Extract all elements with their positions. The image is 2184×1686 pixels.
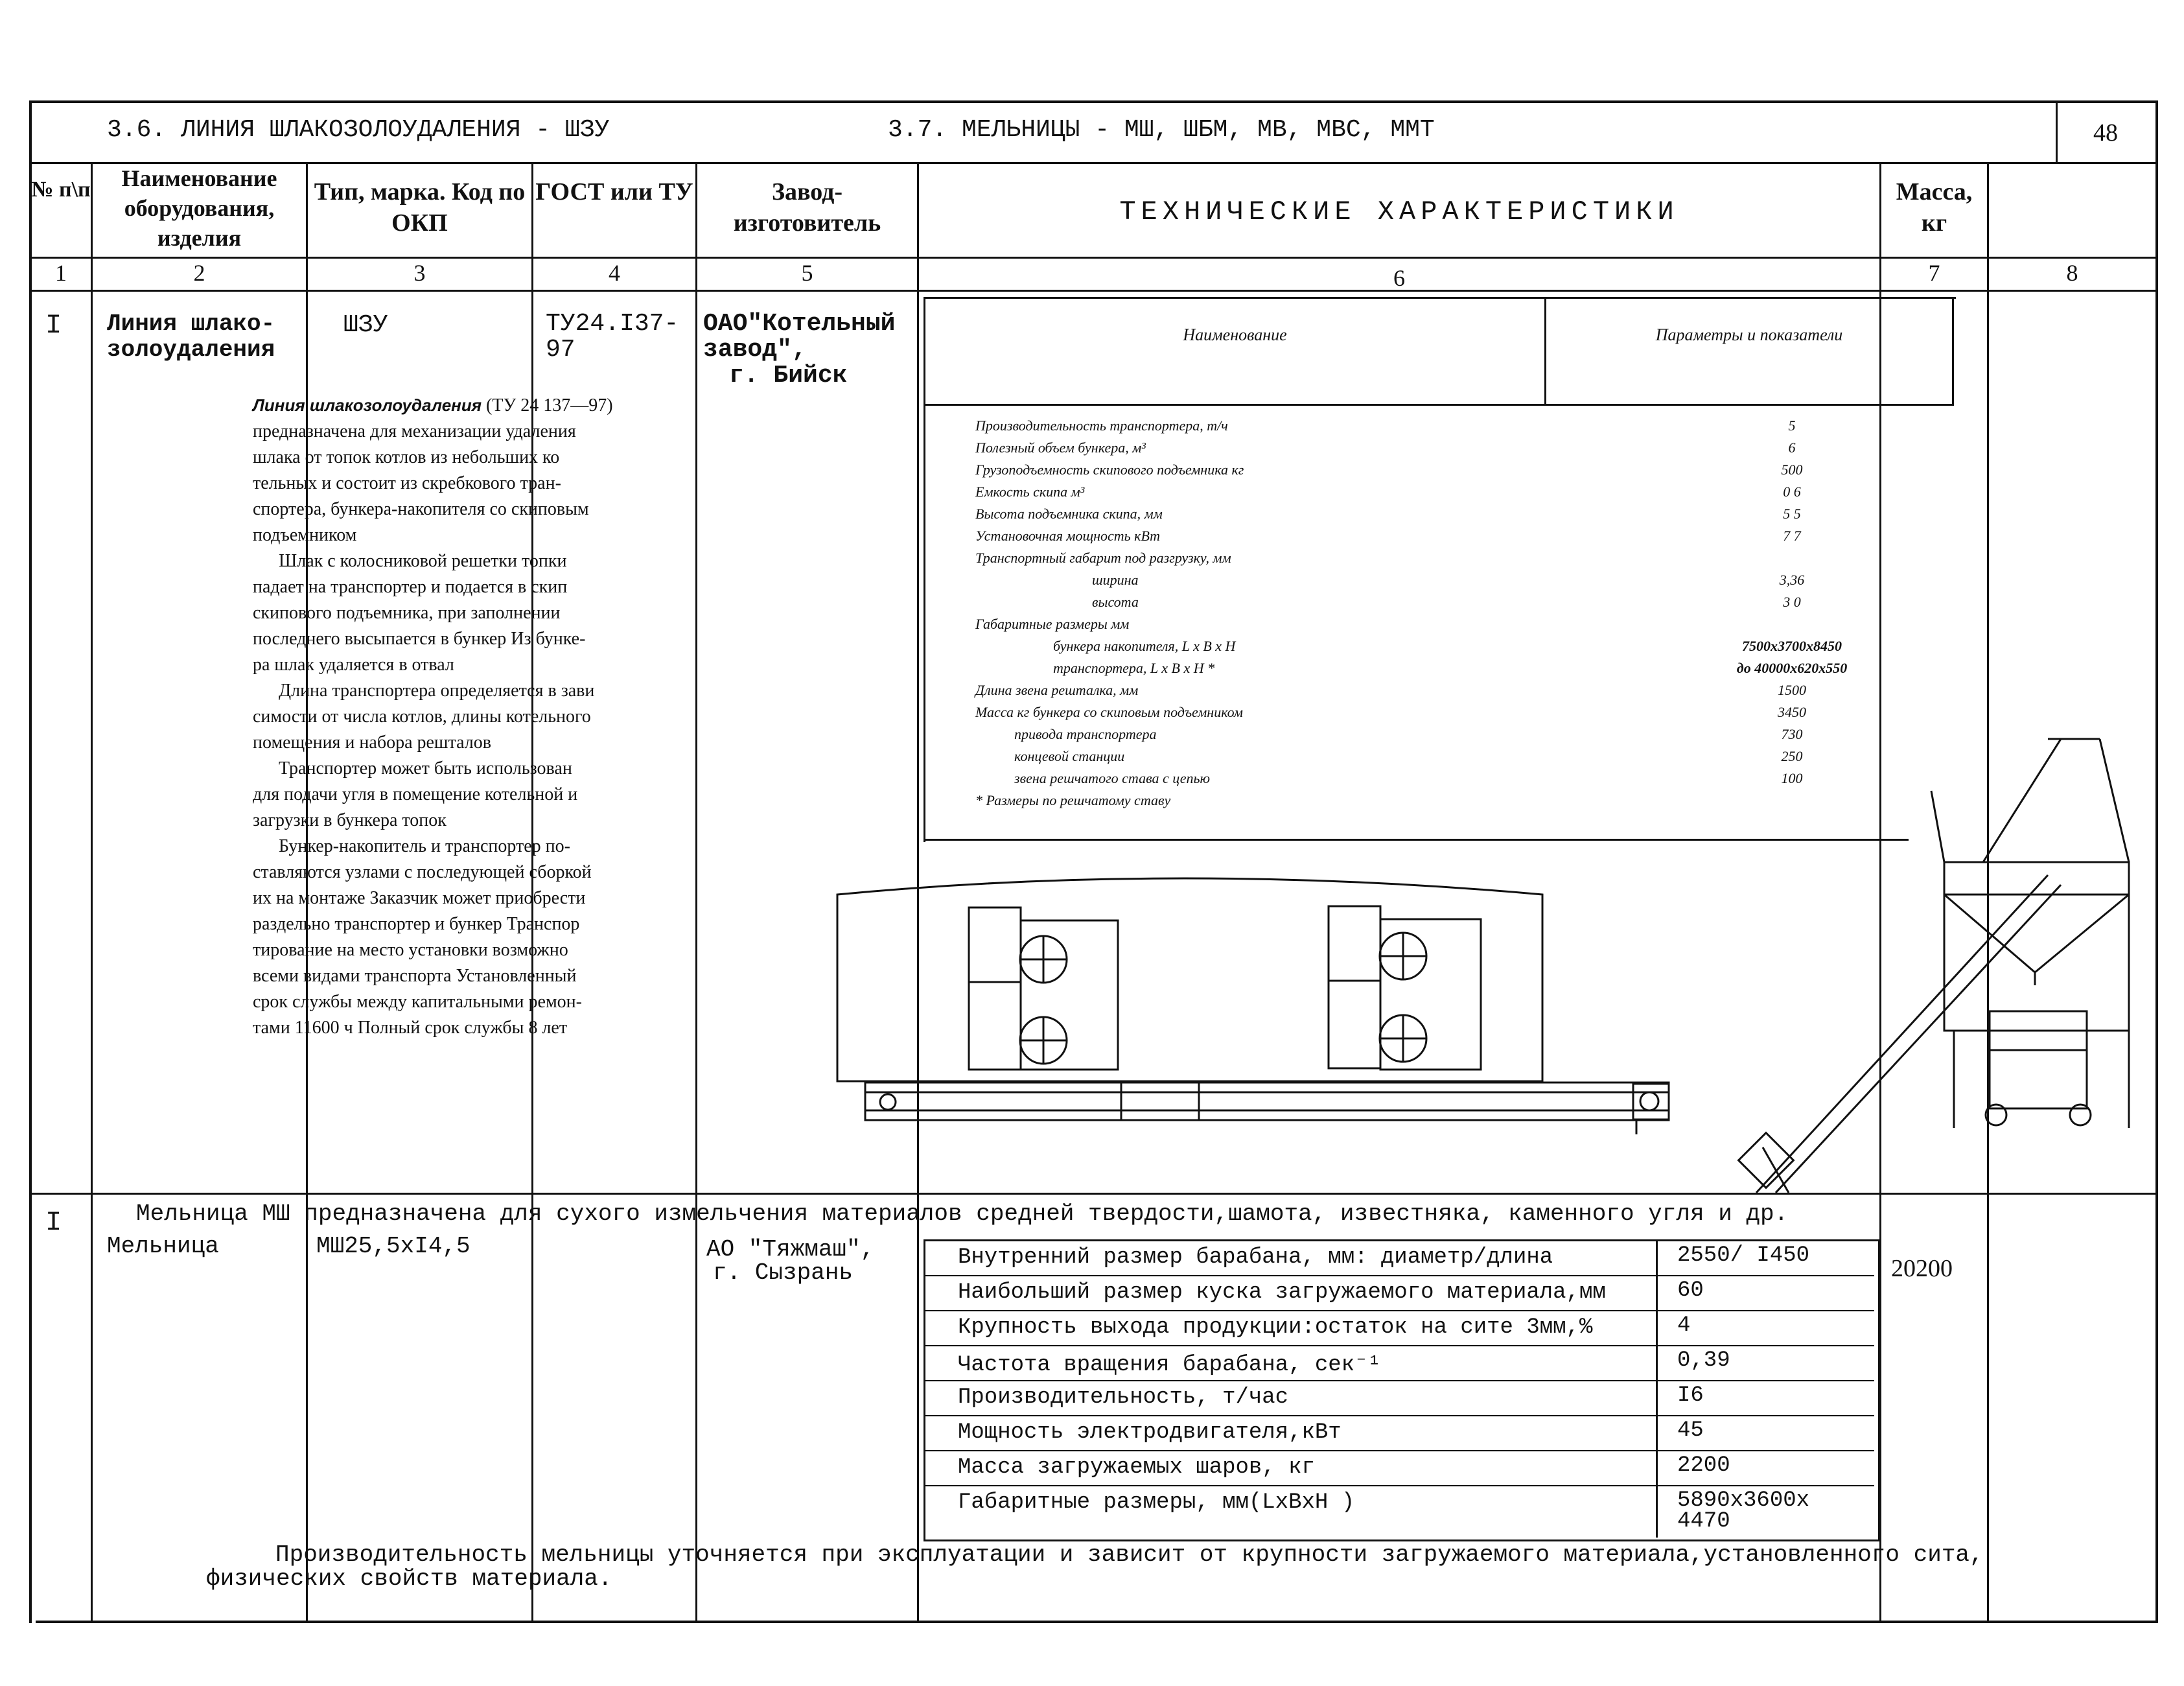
- row1-description-line: Транспортер может быть использован: [279, 758, 572, 779]
- row1-description-line: скипового подъемника, при заполнении: [253, 603, 561, 623]
- row1-description-line: их на монтаже Заказчик может приобрести: [253, 888, 586, 908]
- mill-spec-name: Частота вращения барабана, сек⁻¹: [958, 1353, 1381, 1377]
- spec-row-value: 7500x3700x8450: [1742, 638, 1842, 654]
- row1-description-line: для подачи угля в помещение котельной и: [253, 784, 578, 804]
- row1-description-title: Линия шлакозолоудаления: [253, 395, 482, 415]
- column-number-8: 8: [2066, 260, 2078, 286]
- row1-description-line: шлака от топок котлов из небольших ко: [253, 447, 560, 467]
- row1-maker-line2: завод",: [703, 336, 807, 364]
- column-header-gost: ГОСТ или ТУ: [535, 178, 693, 205]
- column-number-2: 2: [193, 260, 205, 286]
- spec-row: [975, 415, 1947, 437]
- mill-spec-row: [925, 1241, 1874, 1276]
- boiler-1-upper: [969, 907, 1021, 982]
- row2-maker-line1: АО "Тяжмаш",: [706, 1236, 875, 1263]
- spec-row-value: 3,36: [1779, 572, 1805, 588]
- row1-number: I: [45, 310, 62, 341]
- spec-row-name: привода транспортера: [1014, 726, 1157, 742]
- spec-row-value: 730: [1781, 726, 1803, 742]
- spec-row: [975, 657, 1947, 679]
- mill-spec-value: 2550/ I450: [1677, 1243, 1810, 1268]
- spec-row-name: Полезный объем бункера, м³: [975, 439, 1146, 456]
- row1-description-line: ставляются узлами с последующей сборкой: [253, 862, 592, 882]
- boiler-2-lower: [1329, 981, 1380, 1068]
- column-header-mass: Масса, кг: [1896, 178, 1973, 237]
- row2-maker: [706, 1238, 874, 1285]
- mill-spec-name: Крупность выхода продукции:остаток на сите 3мм,%: [958, 1315, 1593, 1340]
- row1-description-line: последнего высыпается в бункер Из бунке-: [253, 629, 586, 649]
- row2-footnote-line2: физических свойств материала.: [206, 1565, 612, 1592]
- row1-description-line: всеми видами транспорта Установленный: [253, 966, 577, 986]
- section-title-right: 3.7. МЕЛЬНИЦЫ - МШ, ШБМ, МВ, МВС, ММТ: [888, 116, 1435, 144]
- mill-spec-name: Масса загружаемых шаров, кг: [958, 1455, 1315, 1480]
- bunker-hopper: [1944, 895, 2129, 972]
- row1-description-line: Шлак с колосниковой решетки топки: [279, 551, 567, 571]
- row1-name-line2: золоудаления: [107, 336, 275, 363]
- row1-tu-line2: 97: [546, 336, 575, 364]
- row2-number: I: [45, 1207, 62, 1238]
- spec-row-name: высота: [1092, 594, 1139, 610]
- mill-spec-name: Внутренний размер барабана, мм: диаметр/длина: [958, 1245, 1553, 1270]
- column-header-specs: ТЕХНИЧЕСКИЕ ХАРАКТЕРИСТИКИ: [1119, 196, 1679, 228]
- spec-row-value: 1500: [1778, 682, 1806, 698]
- row1-description-line: срок службы между капитальными ремон-: [253, 992, 582, 1012]
- row1-name: [107, 311, 275, 363]
- spec-row: [975, 613, 1947, 635]
- column-header-type: Тип, марка. Код по ОКП: [314, 178, 526, 237]
- row1-description-line: ра шлак удаляется в отвал: [253, 655, 454, 675]
- row1-maker: [703, 311, 895, 389]
- spec-row-name: ширина: [1092, 572, 1139, 588]
- spec-row-name: Производительность транспортера, т/ч: [975, 417, 1228, 434]
- mill-spec-value: 2200: [1677, 1453, 1730, 1478]
- spec-row-name: транспортера, L x B x H *: [1053, 660, 1215, 676]
- row2-maker-line2: г. Сызрань: [713, 1259, 854, 1286]
- conveyor-frame: [865, 1083, 1669, 1120]
- spec-row-name: Грузоподъемность скипового подъемника кг: [975, 462, 1244, 478]
- mill-spec-value: I6: [1677, 1383, 1704, 1408]
- spec-row: [975, 525, 1947, 547]
- mill-spec-row: [925, 1311, 1874, 1346]
- spec-row: [975, 679, 1947, 701]
- spec-row-value: 0 6: [1783, 484, 1801, 500]
- column-number-1: 1: [55, 260, 67, 286]
- row2-intro: Мельница МШ предназначена для сухого измельчения материалов средней твердости,шамота, известняка, каменного угля и др.: [136, 1200, 1789, 1227]
- column-number-5: 5: [801, 260, 813, 286]
- mill-spec-name: Габаритные размеры, мм(LxBxH ): [958, 1490, 1355, 1515]
- slag-removal-line-drawing: [830, 700, 2152, 1193]
- spec-row-value: 5 5: [1783, 506, 1801, 522]
- row1-description-line: тирование на место установки возможно: [253, 940, 568, 960]
- spec-row-value: 6: [1788, 439, 1796, 456]
- spec-row-value: 250: [1781, 748, 1803, 764]
- spec-row: [975, 437, 1947, 459]
- spec-row: [975, 591, 1947, 613]
- mill-spec-row: [925, 1381, 1874, 1416]
- row2-spec-rows: [925, 1241, 1874, 1533]
- spec-row-name: Емкость скипа м³: [975, 484, 1085, 500]
- spec-row-value: 7 7: [1783, 528, 1801, 544]
- column-header-number: № п\п: [31, 178, 91, 202]
- spec-row-value: 100: [1781, 770, 1803, 786]
- skip-hoist-rail: [1756, 875, 2048, 1193]
- boiler-1-lower: [969, 982, 1021, 1070]
- row1-description-line: предназначена для механизации удаления: [253, 421, 576, 441]
- row1-description-line: помещения и набора решталов: [253, 732, 491, 753]
- spec-row-value: 3 0: [1783, 594, 1801, 610]
- spec-row: [975, 569, 1947, 591]
- spec-row: [975, 481, 1947, 503]
- row1-description-line: Бункер-накопитель и транспортер по-: [279, 836, 570, 856]
- row1-name-line1: Линия шлако-: [107, 310, 275, 337]
- spec-row-name: бункера накопителя, L x B x H: [1053, 638, 1236, 654]
- mill-spec-row: [925, 1276, 1874, 1311]
- row2-name: Мельница: [107, 1233, 219, 1259]
- boiler-2-body: [1380, 919, 1481, 1070]
- row1-description-line: раздельно транспортер и бункер Транспор: [253, 914, 580, 934]
- spec-row-value: 3450: [1778, 704, 1806, 720]
- page-number: 48: [2093, 119, 2118, 146]
- spec-row-name: Транспортный габарит под разгрузку, мм: [975, 550, 1231, 566]
- spec-row-name: Масса кг бункера со скиповым подъемником: [975, 704, 1243, 720]
- row1-description-line: тельных и состоит из скребкового тран-: [253, 473, 561, 493]
- mill-spec-value: 60: [1677, 1278, 1704, 1303]
- spec-row-name: Габаритные размеры мм: [975, 616, 1130, 632]
- column-number-7: 7: [1928, 260, 1940, 286]
- row1-description-line: загрузки в бункера топок: [253, 810, 447, 830]
- row1-spec-header-name: Наименование: [1183, 325, 1287, 344]
- mill-spec-value: 4: [1677, 1313, 1691, 1338]
- mill-spec-row: [925, 1346, 1874, 1381]
- row1-spec-header-params: Параметры и показатели: [1655, 325, 1843, 344]
- row1-maker-line1: ОАО"Котельный: [703, 310, 896, 338]
- row1-description-line: падает на транспортер и подается в скип: [253, 577, 568, 597]
- spec-row: [975, 635, 1947, 657]
- spec-row-value: до 40000x620x550: [1736, 660, 1848, 676]
- column-header-maker: Завод- изготовитель: [733, 178, 881, 237]
- spec-row-value: 5: [1788, 417, 1796, 434]
- spec-row: [975, 547, 1947, 569]
- row1-maker-line3: г. Бийск: [729, 362, 848, 390]
- row1-description: [253, 392, 700, 1041]
- truck-body: [1990, 1011, 2087, 1108]
- column-number-4: 4: [609, 260, 620, 286]
- mill-spec-name: Мощность электродвигателя,кВт: [958, 1420, 1342, 1445]
- spec-row-name: * Размеры по решчатому ставу: [975, 792, 1171, 808]
- spec-row: [975, 459, 1947, 481]
- spec-row-name: Длина звена решталка, мм: [975, 682, 1139, 698]
- building-outline: [837, 878, 1542, 1081]
- row1-description-line: (ТУ 24 137—97): [486, 395, 613, 416]
- boiler-1-body: [1021, 920, 1118, 1070]
- row1-description-line: тами 11600 ч Полный срок службы 8 лет: [253, 1018, 568, 1038]
- column-number-6: 6: [1393, 265, 1405, 291]
- row2-footnote-line1: Производительность мельницы уточняется при эксплуатации и зависит от крупности загружаемого материала,установленного сита,: [275, 1541, 1984, 1568]
- column-number-3: 3: [413, 260, 426, 286]
- mill-spec-row: [925, 1416, 1874, 1451]
- row2-type: МШ25,5xI4,5: [316, 1233, 470, 1259]
- row1-description-line: Длина транспортера определяется в зави: [279, 681, 595, 701]
- row1-description-line: спортера, бункера-накопителя со скиповым: [253, 499, 589, 519]
- row1-tu: [546, 311, 679, 363]
- mill-spec-name: Производительность, т/час: [958, 1385, 1289, 1410]
- mill-spec-value: 45: [1677, 1418, 1704, 1443]
- row1-tu-line1: ТУ24.I37-: [546, 310, 679, 338]
- mill-spec-value: 0,39: [1677, 1348, 1730, 1373]
- mill-spec-row: [925, 1486, 1874, 1533]
- column-header-name: Наименование оборудования, изделия: [121, 165, 277, 251]
- spec-row-name: концевой станции: [1014, 748, 1125, 764]
- row1-description-line: симости от числа котлов, длины котельного: [253, 707, 591, 727]
- row2-mass: 20200: [1891, 1255, 1953, 1282]
- spec-row-name: звена решчатого става с цепью: [1014, 770, 1211, 786]
- boiler-2-upper: [1329, 906, 1380, 981]
- mill-spec-row: [925, 1451, 1874, 1486]
- row1-description-line: подъемником: [253, 525, 357, 545]
- mill-spec-value: 5890x3600x 4470: [1677, 1488, 1810, 1534]
- spec-row: [975, 503, 1947, 525]
- mill-spec-name: Наибольший размер куска загружаемого материала,мм: [958, 1280, 1606, 1305]
- section-title-left: 3.6. ЛИНИЯ ШЛАКОЗОЛОУДАЛЕНИЯ - ШЗУ: [107, 116, 610, 144]
- spec-row-name: Высота подъемника скипа, мм: [975, 506, 1163, 522]
- spec-row-value: 500: [1781, 462, 1803, 478]
- row1-type: ШЗУ: [343, 311, 388, 339]
- spec-row-name: Установочная мощность кВт: [975, 528, 1161, 544]
